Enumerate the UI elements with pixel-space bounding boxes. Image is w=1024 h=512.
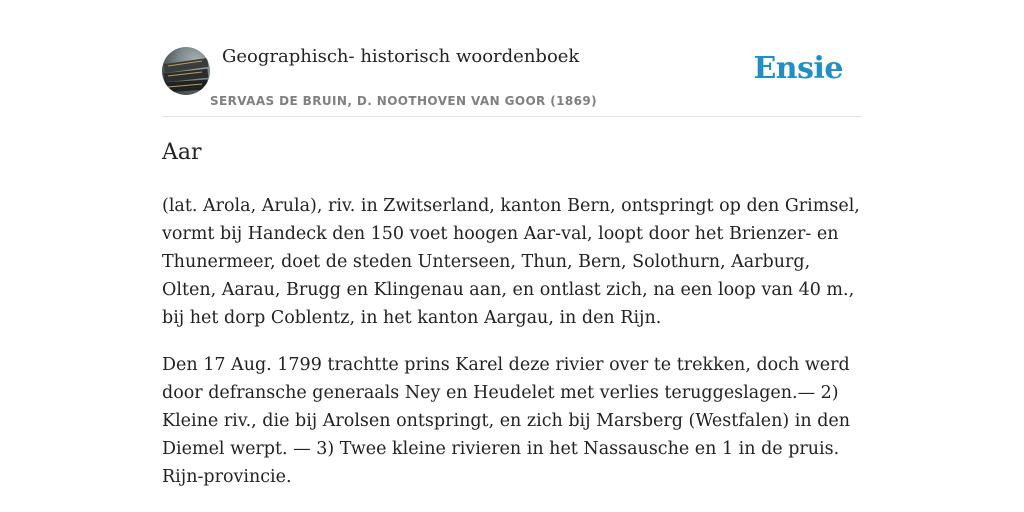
entry-term: Aar [162, 140, 202, 165]
entry-header [162, 0, 862, 117]
ensie-logo-link[interactable]: Ensie [753, 51, 843, 86]
book-author: SERVAAS DE BRUIN, D. NOOTHOVEN VAN GOOR (1869) [210, 94, 598, 108]
definition-paragraph: (lat. Arola, Arula), riv. in Zwitserland, kanton Bern, ontspringt op den Grimsel, vormt bij Handeck den 150 voet hoogen Aar-val, loopt door het Brienzer- en Thunermeer, doet de steden Unterseen, Thun, Bern, Solothurn, Aarburg, Olten, Aarau, Brugg en Klingenau aan, en ontlast zich, na een loop van 40 m., bij het dorp Coblentz, in het kanton Aargau, in den Rijn. [162, 196, 860, 328]
entry-card [162, 0, 862, 487]
entry-definition [162, 192, 862, 510]
book-title[interactable]: Geographisch- historisch woordenboek [222, 46, 580, 67]
definition-paragraph: Den 17 Aug. 1799 trachtte prins Karel deze rivier over te trekken, doch werd door defransche generaals Ney en Heudelet met verlies teruggeslagen.— 2) Kleine riv., die bij Arolsen ontspringt, en zich bij Marsberg (Westfalen) in den Diemel werpt. — 3) Twee kleine rivieren in het Nassausche en 1 in de pruis. Rijn-provincie. [162, 355, 851, 487]
book-stack-icon[interactable] [162, 47, 210, 95]
